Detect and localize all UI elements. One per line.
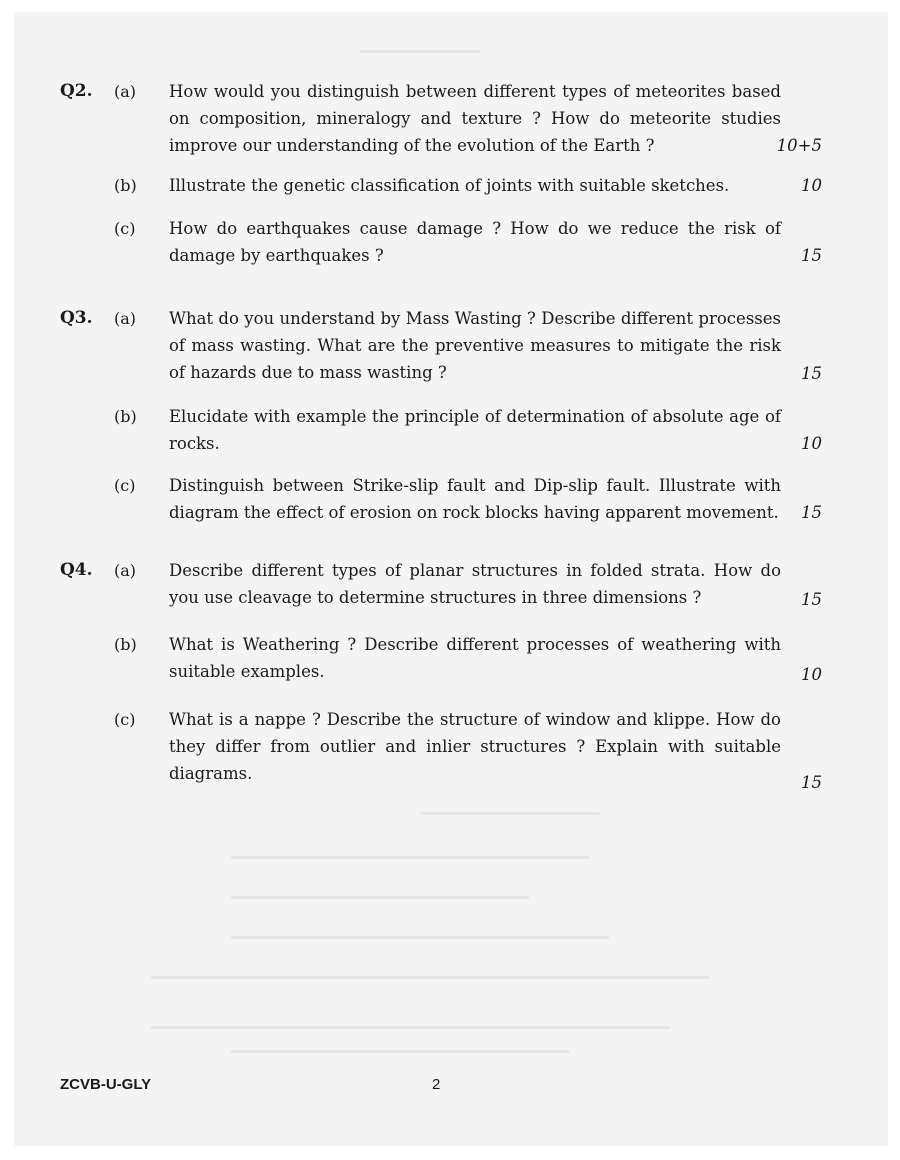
part-text: Illustrate the genetic classification of joints with suitable sketches. (169, 176, 730, 195)
part-marks: 10 (801, 665, 822, 684)
part-text: What is a nappe ? Describe the structure of window and klippe. How do they differ from outlier and inlier structures ? Explain with suitable diagrams. (169, 710, 781, 784)
part-label: (b) (114, 407, 137, 426)
part-label: (a) (114, 82, 137, 101)
part-label: (a) (114, 561, 137, 580)
part-marks: 15 (801, 503, 822, 522)
question-number: Q3. (60, 308, 93, 328)
part-marks: 15 (801, 773, 822, 792)
part-label: (a) (114, 309, 137, 328)
page-number: 2 (432, 1076, 441, 1093)
part-marks: 15 (801, 590, 822, 609)
part-marks: 15 (801, 364, 822, 383)
part-label: (c) (114, 710, 136, 729)
part-text: Describe different types of planar structures in folded strata. How do you use cleavage to determine structures in three dimensions ? (169, 561, 781, 608)
part-text: How would you distinguish between different types of meteorites based on composition, mineralogy and texture ? How do meteorite studies improve our understanding of the evolution of the Earth ? (169, 82, 781, 156)
part-marks: 15 (801, 246, 822, 265)
part-label: (b) (114, 635, 137, 654)
part-text: What do you understand by Mass Wasting ? Describe different processes of mass wasting. What are the preventive measures to mitigate the risk of hazards due to mass wasting ? (169, 309, 781, 383)
part-label: (b) (114, 176, 137, 195)
part-text: How do earthquakes cause damage ? How do we reduce the risk of damage by earthquakes ? (169, 219, 781, 266)
paper-code: ZCVB-U-GLY (60, 1076, 152, 1093)
part-marks: 10+5 (776, 136, 822, 155)
part-label: (c) (114, 219, 136, 238)
part-text: What is Weathering ? Describe different processes of weathering with suitable examples. (169, 635, 781, 682)
question-number: Q2. (60, 81, 93, 101)
part-text: Elucidate with example the principle of determination of absolute age of rocks. (169, 407, 781, 454)
part-label: (c) (114, 476, 136, 495)
part-marks: 10 (801, 176, 822, 195)
part-text: Distinguish between Strike-slip fault and Dip-slip fault. Illustrate with diagram the effect of erosion on rock blocks having apparent movement. (169, 476, 781, 523)
part-marks: 10 (801, 434, 822, 453)
question-number: Q4. (60, 560, 93, 580)
